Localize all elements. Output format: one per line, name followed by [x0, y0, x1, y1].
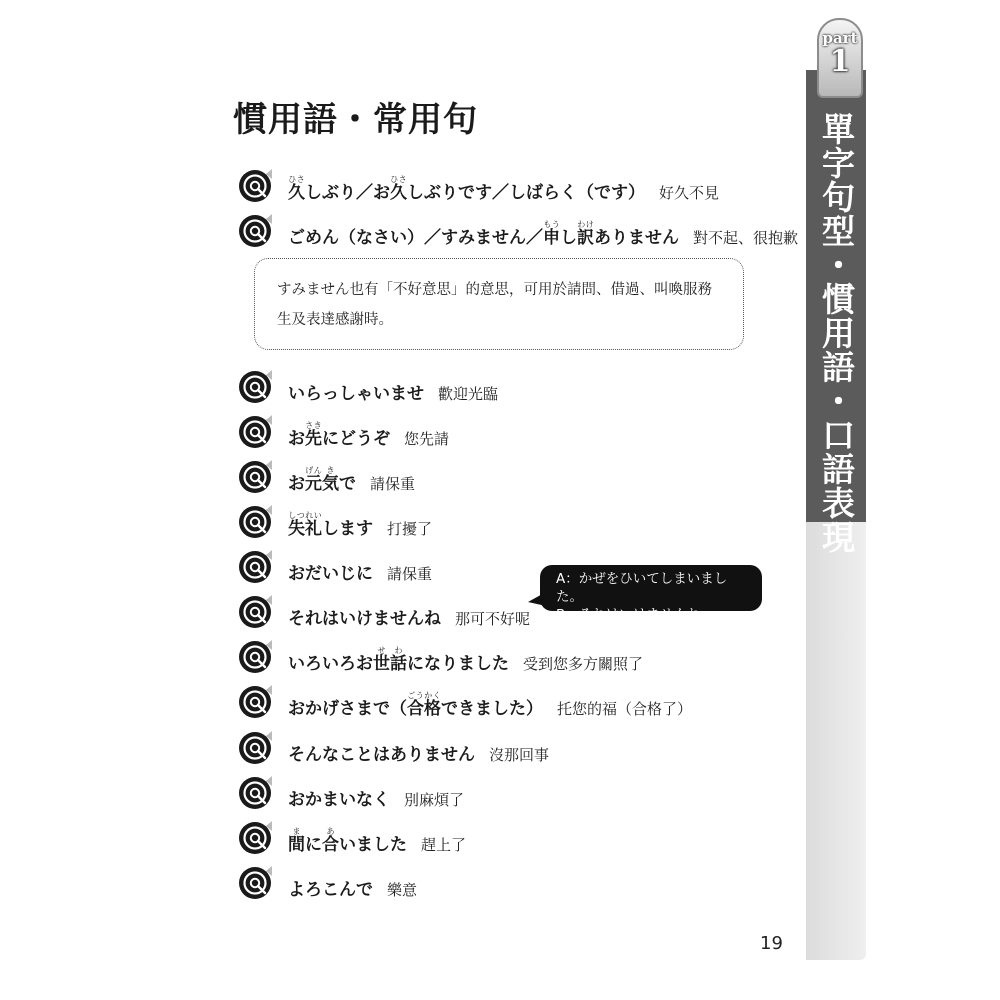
phrase-chinese: 別麻煩了 — [404, 791, 465, 809]
phrase-japanese: ごめん（なさい）／すみません／申もうし訳わけありません — [288, 220, 679, 248]
page-title: 慣用語・常用句 — [233, 100, 478, 140]
audio-track-icon — [238, 595, 272, 629]
audio-track-icon — [238, 370, 272, 404]
phrase-japanese: よろこんで — [288, 880, 373, 900]
list-item — [238, 860, 417, 900]
audio-track-icon — [238, 169, 272, 203]
phrase-chinese: 好久不見 — [659, 184, 720, 202]
phrase-japanese: いらっしゃいませ — [288, 384, 424, 404]
phrase-chinese: 對不起、很抱歉 — [693, 229, 799, 247]
phrase-japanese: お元げん気きで — [288, 466, 356, 494]
list-item — [238, 815, 466, 855]
list-item — [238, 163, 719, 203]
phrase-japanese: そんなことはありません — [288, 745, 475, 765]
side-tab-shadow — [806, 520, 866, 960]
phrase-chinese: 請保重 — [387, 565, 433, 583]
part-number: 1 — [829, 44, 851, 79]
part-label: part — [822, 29, 858, 47]
phrase-chinese: 受到您多方關照了 — [523, 655, 644, 673]
list-item — [238, 679, 692, 719]
list-item — [238, 770, 464, 810]
phrase-chinese: 樂意 — [387, 881, 418, 899]
list-item — [238, 725, 549, 765]
phrase-japanese: 久ひさしぶり／お久ひさしぶりです／しばらく（です） — [288, 175, 645, 203]
audio-track-icon — [238, 460, 272, 494]
audio-track-icon — [238, 776, 272, 810]
phrase-japanese: いろいろお世せ話わになりました — [288, 646, 509, 674]
audio-track-icon — [238, 731, 272, 765]
page-number: 19 — [760, 933, 783, 954]
audio-track-icon — [238, 415, 272, 449]
phrase-japanese: おかまいなく — [288, 790, 390, 810]
audio-track-icon — [238, 640, 272, 674]
list-item — [238, 409, 449, 449]
list-item — [238, 208, 798, 248]
list-item — [238, 544, 432, 584]
part-badge — [817, 18, 863, 98]
phrase-japanese: それはいけませんね — [288, 609, 441, 629]
phrase-chinese: 打擾了 — [387, 520, 433, 538]
phrase-chinese: 托您的福（合格了） — [557, 700, 693, 718]
phrase-chinese: 沒那回事 — [489, 746, 550, 764]
audio-track-icon — [238, 550, 272, 584]
audio-track-icon — [238, 214, 272, 248]
list-item — [238, 499, 432, 539]
side-section-title: 單字句型・慣用語・口語表現 — [817, 112, 856, 554]
list-item — [238, 364, 498, 404]
phrase-chinese: 趕上了 — [421, 836, 467, 854]
audio-track-icon — [238, 685, 272, 719]
phrase-chinese: 請保重 — [370, 475, 416, 493]
list-item — [238, 454, 415, 494]
dialogue-line-b: B：それはいけませんね。 — [556, 607, 714, 623]
phrase-chinese: 那可不好呢 — [455, 610, 531, 628]
audio-track-icon — [238, 505, 272, 539]
audio-track-icon — [238, 821, 272, 855]
usage-note: すみません也有「不好意思」的意思，可用於請問、借過、叫喚服務生及表達感謝時。 — [254, 258, 744, 350]
phrase-japanese: 間まに合あいました — [288, 827, 407, 855]
phrase-japanese: お先さきにどうぞ — [288, 421, 390, 449]
dialogue-bubble — [540, 565, 762, 623]
phrase-japanese: 失礼しつれいします — [288, 511, 373, 539]
list-item — [238, 634, 643, 674]
phrase-chinese: 歡迎光臨 — [438, 385, 499, 403]
phrase-chinese: 您先請 — [404, 430, 450, 448]
phrase-japanese: おかげさまで（合格ごうかくできました） — [288, 691, 543, 719]
list-item — [238, 589, 530, 629]
dialogue-line-a: A：かぜをひいてしまいました。 — [556, 571, 728, 605]
audio-track-icon — [238, 866, 272, 900]
phrase-japanese: おだいじに — [288, 564, 373, 584]
